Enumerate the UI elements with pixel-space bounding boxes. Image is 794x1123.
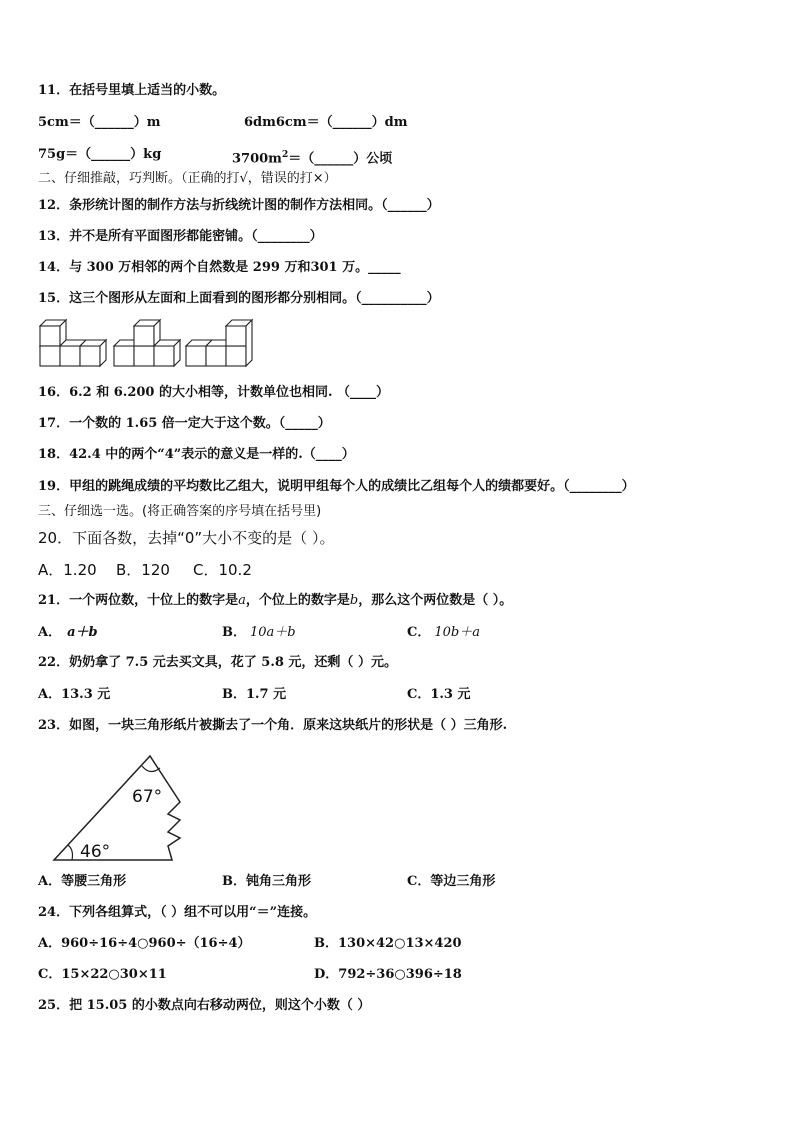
q20-option-b: B．120 (116, 561, 170, 579)
question-22-stem: 22．奶奶拿了 7.5 元去买文具，花了 5.8 元，还剩（ ）元。 (38, 655, 397, 670)
question-18: 18．42.4 中的两个“4”表示的意义是一样的.（____） (38, 447, 355, 462)
q11-title: 11．在括号里填上适当的小数。 (38, 83, 226, 98)
question-13: 13．并不是所有平面图形都能密铺。（________） (38, 229, 323, 244)
q23-option-a: A．等腰三角形 (38, 874, 127, 889)
question-20-stem: 20．下面各数，去掉“0”大小不变的是（ ）。 (38, 529, 335, 547)
q21-option-c: C． 10b＋a (407, 625, 480, 640)
angle-46-label: 46° (80, 842, 111, 862)
question-25: 25．把 15.05 的小数点向右移动两位，则这个小数（ ） (38, 998, 371, 1013)
q11-item-c: 75g＝（______）kg (38, 147, 162, 162)
q22-option-c: C．1.3 元 (407, 687, 471, 702)
q21-option-a: A． a＋b (38, 625, 98, 640)
cube-figures (38, 322, 258, 368)
q20-option-a: A．1.20 (38, 561, 97, 579)
question-12: 12．条形统计图的制作方法与折线统计图的制作方法相同。（______） (38, 198, 440, 213)
question-14: 14．与 300 万相邻的两个自然数是 299 万和301 万。_____ (38, 260, 401, 275)
torn-triangle-figure (50, 754, 190, 866)
q24-option-c: C．15×22○30×11 (38, 967, 167, 982)
q23-option-c: C．等边三角形 (407, 874, 496, 889)
cube-figure-3 (186, 320, 252, 366)
q20-option-c: C．10.2 (193, 561, 252, 579)
q22-option-a: A．13.3 元 (38, 687, 111, 702)
q21-option-b: B． 10a＋b (222, 625, 296, 640)
q11-item-a: 5cm＝（______）m (38, 115, 161, 130)
question-15: 15．这三个图形从左面和上面看到的图形都分别相同。（__________） (38, 291, 440, 306)
question-16: 16．6.2 和 6.200 的大小相等，计数单位也相同. （____） (38, 385, 390, 400)
q24-option-d: D．792÷36○396÷18 (314, 967, 462, 982)
question-23-stem: 23．如图，一块三角形纸片被撕去了一个角．原来这块纸片的形状是（ ）三角形. (38, 718, 508, 733)
q24-option-a: A．960÷16÷4○960÷（16÷4） (38, 936, 251, 951)
cube-figure-1 (40, 320, 106, 366)
q11-item-b: 6dm6cm＝（______）dm (244, 115, 408, 130)
section-3-heading: 三、仔细选一选。(将正确答案的序号填在括号里) (38, 504, 322, 519)
question-24-stem: 24．下列各组算式，（ ）组不可以用“＝”连接。 (38, 905, 317, 920)
angle-67-label: 67° (132, 787, 163, 807)
question-17: 17．一个数的 1.65 倍一定大于这个数。（_____） (38, 416, 331, 431)
q11-item-d: $3700m^2=(\_\_\_\_\_\_)$公顷 (232, 150, 393, 167)
q23-option-b: B．钝角三角形 (222, 874, 311, 889)
question-21-stem: 21．一个两位数，十位上的数字是a，个位上的数字是b，那么这个两位数是（ ）。 (38, 593, 513, 608)
cube-figure-2 (114, 320, 180, 366)
section-2-heading: 二、仔细推敲，巧判断。（正确的打√，错误的打×） (38, 171, 337, 186)
q24-option-b: B．130×42○13×420 (314, 936, 462, 951)
q22-option-b: B．1.7 元 (222, 687, 287, 702)
question-19: 19．甲组的跳绳成绩的平均数比乙组大，说明甲组每个人的成绩比乙组每个人的绩都要好。（________） (38, 479, 635, 494)
